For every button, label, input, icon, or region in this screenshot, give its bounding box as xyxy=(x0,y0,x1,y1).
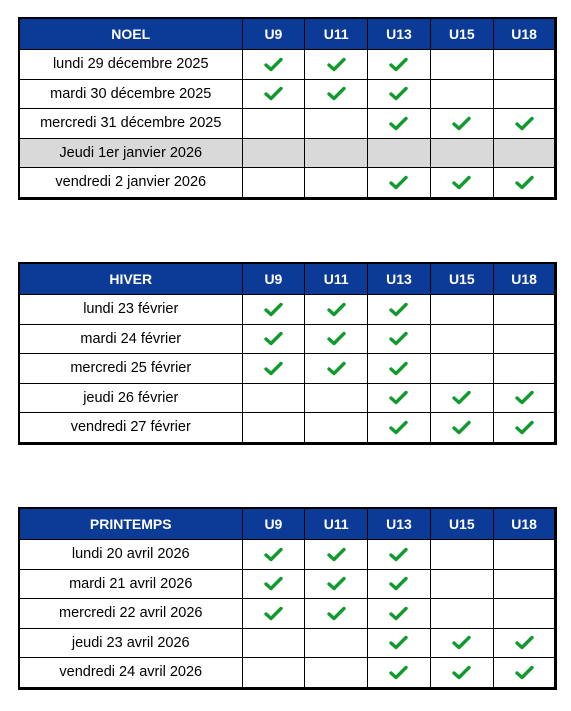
category-cell xyxy=(305,50,368,80)
category-cell xyxy=(368,50,431,80)
date-cell: jeudi 26 février xyxy=(19,383,242,413)
category-cell xyxy=(242,324,305,354)
check-icon xyxy=(389,116,408,131)
date-cell: mardi 21 avril 2026 xyxy=(19,569,242,599)
check-icon xyxy=(389,86,408,101)
category-header: U13 xyxy=(368,263,431,295)
category-cell xyxy=(430,138,493,168)
category-header: U9 xyxy=(242,263,305,295)
table-row xyxy=(19,295,556,325)
schedule-table-noel xyxy=(18,17,557,200)
category-cell xyxy=(493,109,556,139)
category-cell xyxy=(493,599,556,629)
category-cell xyxy=(242,569,305,599)
check-icon xyxy=(515,116,534,131)
category-cell xyxy=(305,295,368,325)
check-icon xyxy=(327,361,346,376)
period-title: NOEL xyxy=(19,18,242,50)
check-icon xyxy=(389,331,408,346)
category-header: U13 xyxy=(368,18,431,50)
check-icon xyxy=(389,576,408,591)
category-cell xyxy=(493,658,556,689)
category-cell xyxy=(493,138,556,168)
category-cell xyxy=(430,109,493,139)
category-cell xyxy=(368,540,431,570)
table-row xyxy=(19,383,556,413)
check-icon xyxy=(327,547,346,562)
table-header-row xyxy=(19,18,556,50)
category-header: U18 xyxy=(493,263,556,295)
date-cell: lundi 20 avril 2026 xyxy=(19,540,242,570)
check-icon xyxy=(389,361,408,376)
category-cell xyxy=(430,354,493,384)
category-cell xyxy=(430,658,493,689)
category-cell xyxy=(368,413,431,444)
table-row xyxy=(19,79,556,109)
category-cell xyxy=(305,599,368,629)
check-icon xyxy=(389,302,408,317)
check-icon xyxy=(327,606,346,621)
category-cell xyxy=(493,295,556,325)
category-header: U15 xyxy=(430,18,493,50)
category-cell xyxy=(305,658,368,689)
date-cell: vendredi 24 avril 2026 xyxy=(19,658,242,689)
category-cell xyxy=(430,79,493,109)
check-icon xyxy=(452,635,471,650)
category-cell xyxy=(368,658,431,689)
category-cell xyxy=(305,628,368,658)
category-cell xyxy=(368,383,431,413)
category-cell xyxy=(242,295,305,325)
category-cell xyxy=(368,324,431,354)
check-icon xyxy=(452,175,471,190)
category-cell xyxy=(493,569,556,599)
check-icon xyxy=(264,547,283,562)
category-cell xyxy=(242,168,305,199)
check-icon xyxy=(389,57,408,72)
category-cell xyxy=(242,413,305,444)
category-cell xyxy=(368,79,431,109)
category-cell xyxy=(242,79,305,109)
date-cell: lundi 29 décembre 2025 xyxy=(19,50,242,80)
date-cell: mardi 30 décembre 2025 xyxy=(19,79,242,109)
check-icon xyxy=(264,606,283,621)
category-cell xyxy=(368,168,431,199)
category-header: U9 xyxy=(242,508,305,540)
check-icon xyxy=(452,390,471,405)
category-cell xyxy=(368,109,431,139)
category-cell xyxy=(242,354,305,384)
category-header: U15 xyxy=(430,508,493,540)
check-icon xyxy=(389,665,408,680)
category-cell xyxy=(368,628,431,658)
check-icon xyxy=(452,665,471,680)
date-cell: mercredi 25 février xyxy=(19,354,242,384)
check-icon xyxy=(264,576,283,591)
table-body xyxy=(19,50,556,199)
category-cell xyxy=(493,324,556,354)
category-cell xyxy=(430,628,493,658)
schedule-table-printemps xyxy=(18,507,557,690)
category-cell xyxy=(242,540,305,570)
category-cell xyxy=(430,168,493,199)
table-row xyxy=(19,540,556,570)
table-row xyxy=(19,109,556,139)
check-icon xyxy=(327,86,346,101)
date-cell: jeudi 23 avril 2026 xyxy=(19,628,242,658)
category-cell xyxy=(305,79,368,109)
check-icon xyxy=(264,331,283,346)
category-cell xyxy=(493,628,556,658)
category-cell xyxy=(430,540,493,570)
category-cell xyxy=(305,413,368,444)
category-cell xyxy=(305,138,368,168)
check-icon xyxy=(389,420,408,435)
check-icon xyxy=(327,576,346,591)
check-icon xyxy=(515,635,534,650)
table-row xyxy=(19,354,556,384)
check-icon xyxy=(452,116,471,131)
check-icon xyxy=(389,606,408,621)
check-icon xyxy=(515,665,534,680)
table-row xyxy=(19,569,556,599)
check-icon xyxy=(327,302,346,317)
category-header: U9 xyxy=(242,18,305,50)
category-cell xyxy=(305,569,368,599)
schedule-table-hiver xyxy=(18,262,557,445)
category-cell xyxy=(305,354,368,384)
table-row xyxy=(19,628,556,658)
category-header: U18 xyxy=(493,18,556,50)
table-row xyxy=(19,324,556,354)
category-cell xyxy=(430,569,493,599)
check-icon xyxy=(389,390,408,405)
category-cell xyxy=(430,413,493,444)
date-cell: Jeudi 1er janvier 2026 xyxy=(19,138,242,168)
category-cell xyxy=(242,138,305,168)
check-icon xyxy=(264,302,283,317)
category-cell xyxy=(242,109,305,139)
check-icon xyxy=(264,57,283,72)
category-cell xyxy=(242,599,305,629)
check-icon xyxy=(264,86,283,101)
category-cell xyxy=(493,79,556,109)
category-cell xyxy=(493,540,556,570)
category-cell xyxy=(493,354,556,384)
date-cell: mercredi 22 avril 2026 xyxy=(19,599,242,629)
category-cell xyxy=(493,383,556,413)
check-icon xyxy=(389,547,408,562)
table-header-row xyxy=(19,263,556,295)
date-cell: vendredi 2 janvier 2026 xyxy=(19,168,242,199)
category-cell xyxy=(368,569,431,599)
category-cell xyxy=(493,413,556,444)
table-row xyxy=(19,138,556,168)
table-row xyxy=(19,168,556,199)
category-cell xyxy=(493,50,556,80)
check-icon xyxy=(515,175,534,190)
check-icon xyxy=(389,175,408,190)
category-cell xyxy=(305,540,368,570)
check-icon xyxy=(515,420,534,435)
category-cell xyxy=(368,138,431,168)
category-cell xyxy=(430,599,493,629)
category-cell xyxy=(368,599,431,629)
category-cell xyxy=(430,295,493,325)
date-cell: mercredi 31 décembre 2025 xyxy=(19,109,242,139)
category-header: U18 xyxy=(493,508,556,540)
table-row xyxy=(19,413,556,444)
category-cell xyxy=(242,50,305,80)
check-icon xyxy=(515,390,534,405)
category-cell xyxy=(430,50,493,80)
category-cell xyxy=(242,658,305,689)
date-cell: mardi 24 février xyxy=(19,324,242,354)
period-title: HIVER xyxy=(19,263,242,295)
category-header: U11 xyxy=(305,508,368,540)
table-row xyxy=(19,658,556,689)
table-header-row xyxy=(19,508,556,540)
category-header: U15 xyxy=(430,263,493,295)
category-cell xyxy=(242,383,305,413)
period-title: PRINTEMPS xyxy=(19,508,242,540)
table-row xyxy=(19,50,556,80)
category-header: U11 xyxy=(305,18,368,50)
category-cell xyxy=(242,628,305,658)
category-cell xyxy=(305,109,368,139)
category-header: U13 xyxy=(368,508,431,540)
check-icon xyxy=(327,331,346,346)
category-cell xyxy=(430,324,493,354)
check-icon xyxy=(327,57,346,72)
category-header: U11 xyxy=(305,263,368,295)
table-body xyxy=(19,295,556,444)
category-cell xyxy=(430,383,493,413)
table-row xyxy=(19,599,556,629)
date-cell: lundi 23 février xyxy=(19,295,242,325)
check-icon xyxy=(264,361,283,376)
category-cell xyxy=(305,383,368,413)
table-body xyxy=(19,540,556,689)
category-cell xyxy=(493,168,556,199)
date-cell: vendredi 27 février xyxy=(19,413,242,444)
category-cell xyxy=(305,324,368,354)
category-cell xyxy=(368,295,431,325)
category-cell xyxy=(368,354,431,384)
check-icon xyxy=(452,420,471,435)
check-icon xyxy=(389,635,408,650)
category-cell xyxy=(305,168,368,199)
